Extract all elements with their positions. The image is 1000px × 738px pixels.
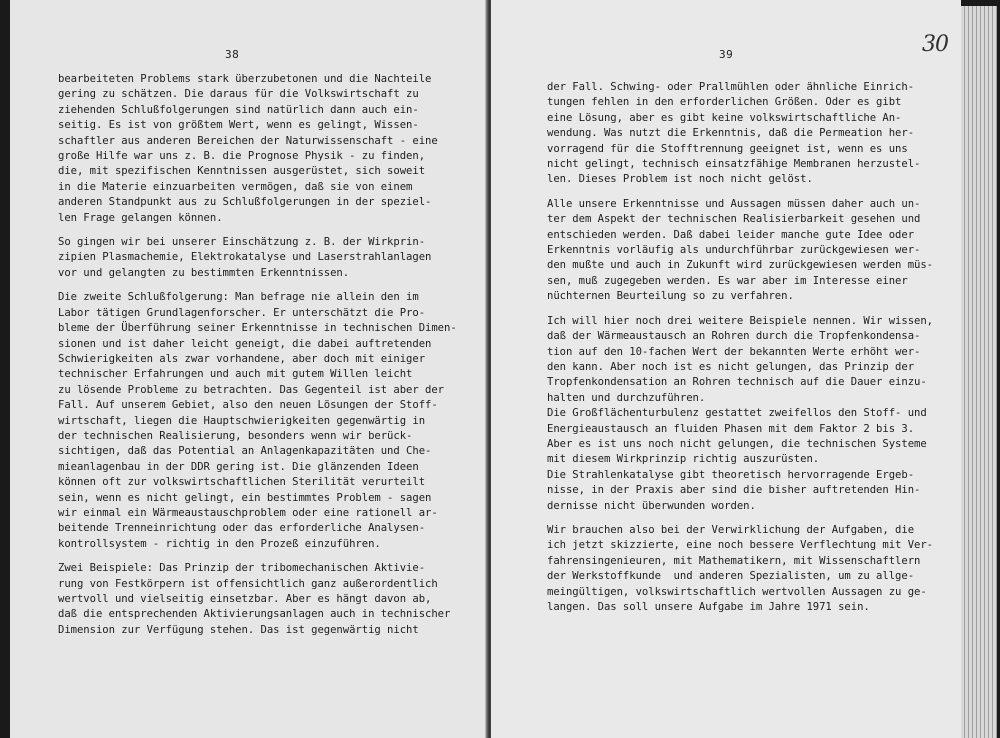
text-line: beitende Trenneinrichtung oder das erforderliche Analysen- (58, 522, 426, 535)
page-edges (961, 6, 997, 738)
text-line: mieanlagenbau in der DDR gering ist. Die glänzenden Ideen (58, 460, 419, 473)
text-line: bleme der Überführung seiner Erkenntnisse in technischen Dimen- (58, 322, 457, 335)
handwritten-folio-number: 30 (922, 32, 948, 57)
text-line: schaftler aus anderen Bereichen der Naturwissenschaft - eine (58, 134, 438, 147)
page-number: 38 (225, 48, 240, 61)
text-line: den kann. Aber noch ist es nicht gelungen, das Prinzip der (547, 360, 915, 373)
text-line: wirtschaft, liegen die Hauptschwierigkeiten gegenwärtig in (58, 414, 426, 427)
text-line: zu lösende Probleme zu betrachten. Das Gegenteil ist aber der (58, 383, 445, 396)
text-line: können oft zur volkswirtschaftlichen Sterilität verurteilt (58, 476, 426, 489)
text-line: fahrensingenieuren, mit Mathematikern, mit Wissenschaftlern (547, 554, 921, 567)
text-line: kontrollsystem - richtig in den Prozeß einzuführen. (58, 537, 381, 550)
text-line: tungen fehlen in den erforderlichen Größen. Oder es gibt (547, 96, 902, 109)
text-line: entschieden werden. Daß dabei leider manche gute Idee oder (547, 228, 915, 241)
text-line: sichtigen, daß das Potential an Anlagenkapazitäten und Che- (58, 445, 432, 458)
text-line: langen. Das soll unsere Aufgabe im Jahre 1971 sein. (547, 601, 870, 613)
text-line: nicht gelingt, technisch einsatzfähige Membranen herzustel- (547, 158, 921, 171)
text-line: meingültigen, volkswirtschaftlich wertvollen Aussagen zu ge- (547, 585, 927, 598)
right-page (491, 0, 961, 738)
paragraph (547, 523, 933, 615)
text-line: bearbeiteten Problems stark überzubetonen und die Nachteile (58, 73, 432, 85)
text-line: len Frage gelangen können. (58, 211, 223, 224)
paragraph (547, 80, 933, 188)
text-line: dernisse nicht überwunden worden. (547, 499, 756, 512)
text-line: mit diesem Wirkprinzip richtig auszurüsten. (547, 453, 820, 466)
text-line: die, mit spezifischen Kenntnissen ausgerüstet, sich soweit (58, 165, 426, 178)
text-line: Schwierigkeiten als zwar vorhandene, aber doch mit einiger (58, 352, 426, 365)
paragraph (58, 561, 457, 638)
text-line: Erkenntnis vorläufig als undurchführbar zurückgewiesen wer- (547, 244, 921, 257)
text-line: der technischen Realisierung, besonders wenn wir berück- (58, 429, 413, 442)
text-line: daß der Wärmeaustausch an Rohren durch die Tropfenkondensa- (547, 330, 921, 343)
text-line: gering zu schätzen. Die daraus für die Volkswirtschaft zu (58, 88, 419, 101)
paragraph (547, 197, 933, 305)
text-line: nisse, in der Praxis aber sind die bisher auftretenden Hin- (547, 484, 921, 497)
text-line: eine Lösung, aber es gibt keine volkswirtschaftliche An- (547, 111, 902, 124)
text-line: der Fall. Schwing- oder Prallmühlen oder ähnliche Einrich- (547, 81, 915, 93)
page-body (58, 72, 457, 647)
text-line: in die Materie einzuarbeiten vermögen, daß sie von einem (58, 180, 413, 193)
text-line: sein, wenn es nicht gelingt, ein bestimmtes Problem - sagen (58, 491, 432, 504)
text-line: Ich will hier noch drei weitere Beispiele nennen. Wir wissen, (547, 314, 934, 327)
text-line: vor und gelangten zu bestimmten Erkenntnissen. (58, 266, 350, 279)
text-line: Wir brauchen also bei der Verwirklichung der Aufgaben, die (547, 523, 915, 536)
text-line: wertvoll und vielseitig einsetzbar. Aber es hängt davon ab, (58, 593, 432, 605)
text-line: daß die entsprechenden Aktivierungsanlagen auch in technischer (58, 608, 451, 621)
page-number: 39 (719, 48, 734, 61)
text-line: wendung. Was nutzt die Erkenntnis, daß die Permeation her- (547, 127, 915, 140)
paragraph (58, 290, 457, 552)
text-line: len. Dieses Problem ist noch nicht gelöst. (547, 173, 813, 186)
text-line: Dimension zur Verfügung stehen. Das ist gegenwärtig nicht (58, 623, 419, 636)
text-line: Die zweite Schlußfolgerung: Man befrage nie allein den im (58, 291, 419, 304)
text-line: tion auf den 10-fachen Wert der bekannten Werte erhöht wer- (547, 345, 921, 358)
text-line: sionen und ist daher leicht geneigt, die dabei auftretenden (58, 337, 432, 350)
text-line: Zwei Beispiele: Das Prinzip der tribomechanischen Aktivie- (58, 562, 426, 575)
text-line: der Werkstoffkunde und anderen Spezialisten, um zu allge- (547, 570, 915, 583)
text-line: Die Strahlenkatalyse gibt theoretisch hervorragende Ergeb- (547, 468, 915, 481)
left-page (10, 0, 487, 738)
text-line: technischer Erfahrungen und auch mit gutem Willen leicht (58, 368, 413, 381)
text-line: sen, muß zugegeben werden. Es war aber im Interesse einer (547, 274, 908, 287)
text-line: halten und durchzuführen. (547, 391, 706, 404)
text-line: ziehenden Schlußfolgerungen sind natürlich dann auch ein- (58, 103, 419, 116)
text-line: So gingen wir bei unserer Einschätzung z. B. der Wirkprin- (58, 236, 426, 249)
text-line: ich jetzt skizzierte, eine noch bessere Verflechtung mit Ver- (547, 539, 934, 552)
text-line: Tropfenkondensation an Rohren technisch auf die Dauer einzu- (547, 376, 927, 389)
text-line: große Hilfe war uns z. B. die Prognose Physik - zu finden, (58, 150, 426, 163)
text-line: nüchternen Beurteilung so zu verfahren. (547, 290, 794, 303)
text-line: zipien Plasmachemie, Elektrokatalyse und Laserstrahlanlagen (58, 251, 432, 264)
paragraph (58, 72, 457, 226)
text-line: Alle unsere Erkenntnisse und Aussagen müssen daher auch un- (547, 197, 921, 210)
text-line: Energieaustausch an fluiden Phasen mit dem Faktor 2 bis 3. (547, 422, 915, 435)
text-line: seitig. Es ist von größtem Wert, wenn es gelingt, Wissen- (58, 119, 419, 132)
page-body (547, 80, 933, 624)
paragraph (58, 235, 457, 281)
text-line: ter dem Aspekt der technischen Realisierbarkeit gesehen und (547, 213, 921, 226)
text-line: Labor tätigen Grundlagenforscher. Er unterschätzt die Pro- (58, 306, 426, 319)
text-line: Fall. Auf unserem Gebiet, also den neuen Lösungen der Stoff- (58, 399, 438, 412)
text-line: den mußte und auch in Zukunft wird zurückgewiesen werden müs- (547, 259, 934, 272)
text-line: Die Großflächenturbulenz gestattet zweifellos den Stoff- und (547, 407, 927, 420)
text-line: wir einmal ein Wärmeaustauschproblem oder eine rationell ar- (58, 506, 438, 519)
paragraph (547, 314, 933, 514)
text-line: Aber es ist uns noch nicht gelungen, die technischen Systeme (547, 437, 927, 450)
text-line: vorragend für die Stofftrennung geeignet ist, wenn es uns (547, 142, 908, 155)
text-line: rung von Festkörpern ist offensichtlich ganz außerordentlich (58, 577, 438, 590)
text-line: anderen Standpunkt aus zu Schlußfolgerungen in der speziel- (58, 196, 432, 209)
